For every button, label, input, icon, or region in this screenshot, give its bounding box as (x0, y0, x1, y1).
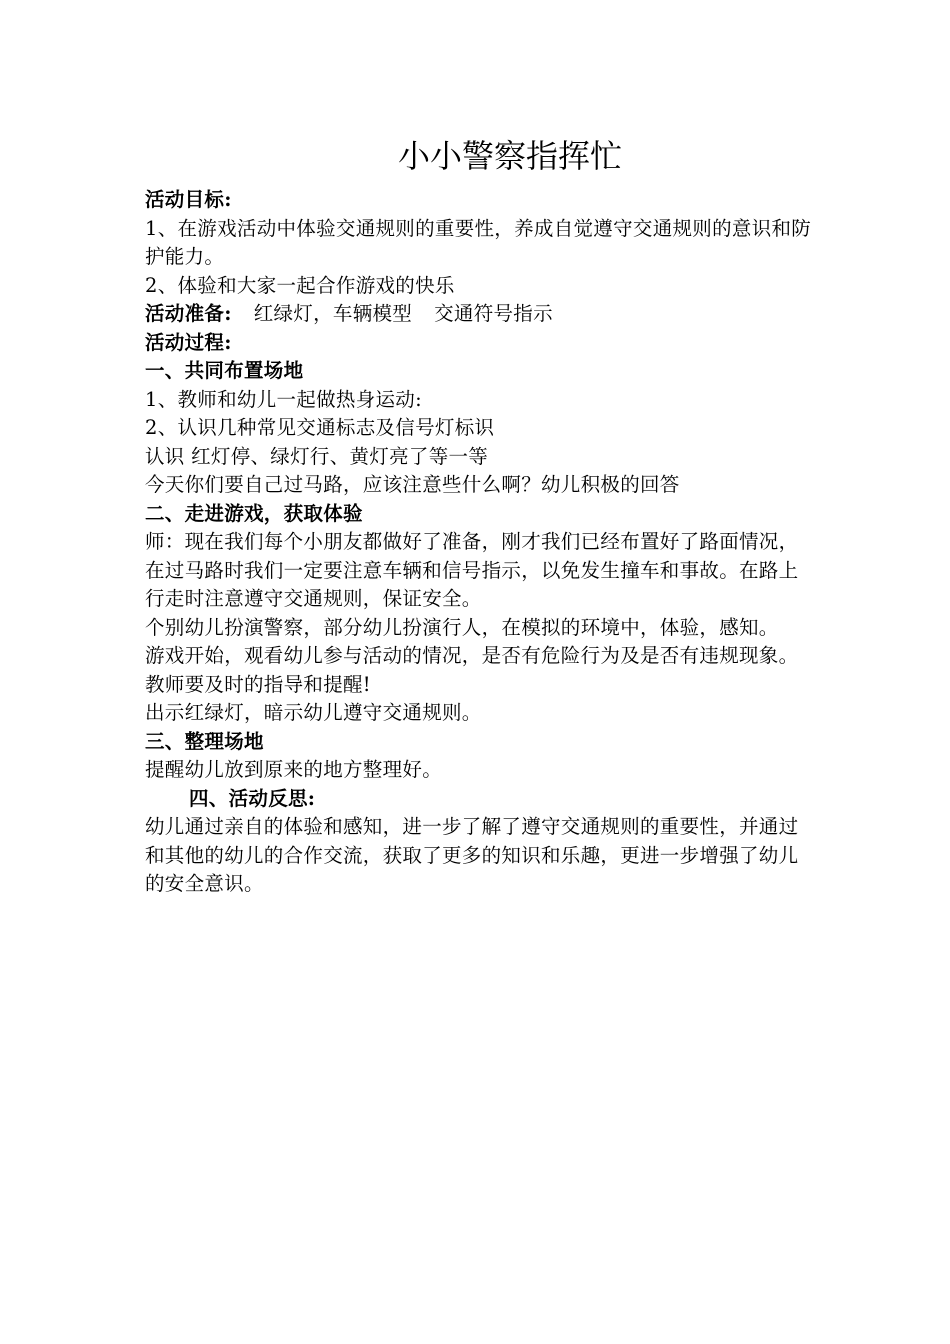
prep-heading: 活动准备: (145, 302, 232, 325)
section1-line-2: 2、认识几种常见交通标志及信号灯标识 (145, 416, 495, 439)
goal-item-1: 1、在游戏活动中体验交通规则的重要性，养成自觉遵守交通规则的意识和防护能力。 (145, 216, 812, 268)
process-heading: 活动过程: (145, 330, 232, 354)
section1-line-4: 今天你们要自己过马路，应该注意些什么啊？幼儿积极的回答 (145, 473, 680, 496)
goal-item-2: 2、体验和大家一起合作游戏的快乐 (145, 273, 455, 297)
section4-heading: 四、活动反思: (189, 786, 316, 810)
section2-paragraph-1: 师：现在我们每个小朋友都做好了准备，刚才我们已经布置好了路面情况，在过马路时我们一定要注意车辆和信号指示，以免发生撞车和事故。在路上行走时注意遵守交通规则，保证安全。 (145, 530, 799, 610)
section3-line-1: 提醒幼儿放到原来的地方整理好。 (145, 758, 443, 781)
prep-item-2: 交通符号指示 (434, 302, 553, 325)
section1-heading: 一、共同布置场地 (145, 359, 304, 382)
section2-heading: 二、走进游戏，获取体验 (145, 501, 363, 525)
section2-paragraph-2: 个别幼儿扮演警察，部分幼儿扮演行人，在模拟的环境中，体验，感知。 (145, 615, 779, 639)
section4-paragraph: 幼儿通过亲自的体验和感知，进一步了解了遵守交通规则的重要性，并通过和其他的幼儿的合作交流，获取了更多的知识和乐趣，更进一步增强了幼儿的安全意识。 (145, 815, 799, 895)
prep-row (145, 300, 815, 329)
section1-line-3: 认识 红灯停、绿灯行、黄灯亮了等一等 (145, 444, 489, 468)
page-title: 小小警察指挥忙 (397, 137, 622, 175)
document-page (145, 128, 815, 899)
section3-heading: 三、整理场地 (145, 729, 264, 753)
section2-paragraph-3: 游戏开始，观看幼儿参与活动的情况，是否有危险行为及是否有违规现象。教师要及时的指导和提醒! (145, 644, 799, 696)
section1-line-1: 1、教师和幼儿一起做热身运动: (145, 387, 422, 411)
goal-heading: 活动目标: (145, 188, 232, 211)
prep-item-1: 红绿灯，车辆模型 (253, 302, 413, 325)
section2-paragraph-4: 出示红绿灯，暗示幼儿遵守交通规则。 (145, 701, 482, 724)
